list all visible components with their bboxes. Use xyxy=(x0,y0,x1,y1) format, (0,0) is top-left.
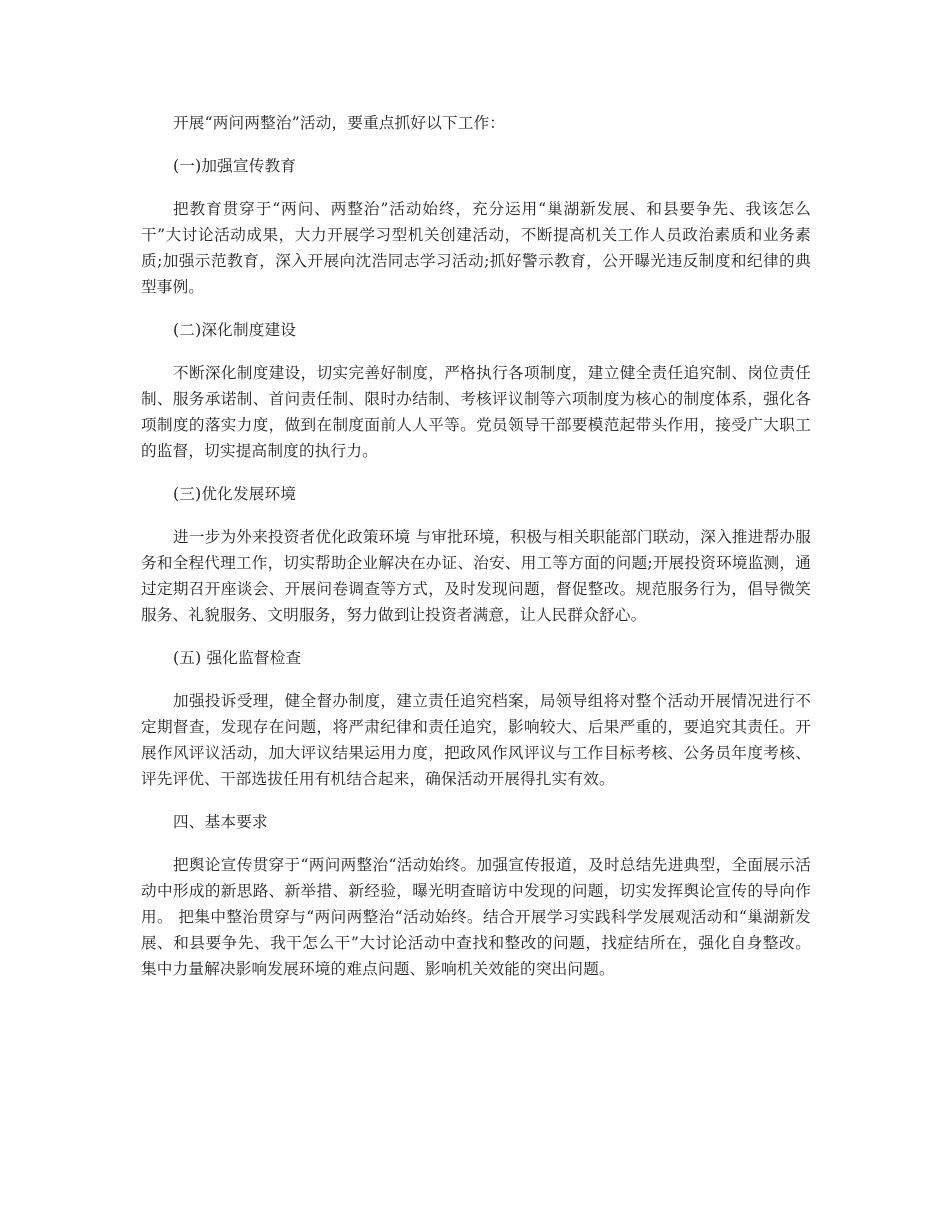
section-heading-5: (五) 强化监督检查 xyxy=(173,649,302,667)
section-heading-basic-requirements: 四、基本要求 xyxy=(173,813,268,831)
section-heading-3: (三)优化发展环境 xyxy=(173,485,297,503)
section-heading-1: (一)加强宣传教育 xyxy=(173,157,297,175)
intro-paragraph: 开展“两问两整治”活动，要重点抓好以下工作： xyxy=(173,114,506,132)
section-body-3: 进一步为外来投资者优化政策环境 与审批环境，积极与相关职能部门联动，深入推进帮办服务和全程代理工作，切实帮助企业解决在办证、治安、用工等方面的问题;开展投资环境监测，通过定期召开座谈会、开展问卷调查等方式，及时发现问题，督促整改。规范服务行为，倡导微笑服务、礼貌服务、文明服务，努力做到让投资者满意，让人民群众舒心。 xyxy=(141,528,811,624)
document-body xyxy=(141,110,811,999)
section-body-5: 加强投诉受理，健全督办制度，建立责任追究档案，局领导组将对整个活动开展情况进行不定期督查，发现存在问题，将严肃纪律和责任追究，影响较大、后果严重的，要追究其责任。开展作风评议活动，加大评议结果运用力度，把政风作风评议与工作目标考核、公务员年度考核、评先评优、干部选拔任用有机结合起来，确保活动开展得扎实有效。 xyxy=(141,692,811,788)
section-heading-2: (二)深化制度建设 xyxy=(173,321,297,339)
section-body-basic-requirements: 把舆论宣传贯穿于“两问两整治“活动始终。加强宣传报道，及时总结先进典型，全面展示活动中形成的新思路、新举措、新经验，曝光明查暗访中发现的问题，切实发挥舆论宣传的导向作用。 把集中整治贯穿与“两问两整治“活动始终。结合开展学习实践科学发展观活动和“巢湖新发展、和县要争先、我干怎么干”大讨论活动中查找和整改的问题，找症结所在，强化自身整改。集中力量解决影响发展环境的难点问题、影响机关效能的突出问题。 xyxy=(141,856,811,978)
section-body-2: 不断深化制度建设，切实完善好制度，严格执行各项制度，建立健全责任追究制、岗位责任制、服务承诺制、首问责任制、限时办结制、考核评议制等六项制度为核心的制度体系，强化各项制度的落实力度，做到在制度面前人人平等。党员领导干部要模范起带头作用，接受广大职工的监督，切实提高制度的执行力。 xyxy=(141,364,811,460)
section-body-1: 把教育贯穿于“两问、两整治”活动始终，充分运用“巢湖新发展、和县要争先、我该怎么干”大讨论活动成果，大力开展学习型机关创建活动，不断提高机关工作人员政治素质和业务素质;加强示范教育，深入开展向沈浩同志学习活动;抓好警示教育，公开曝光违反制度和纪律的典型事例。 xyxy=(141,200,811,296)
